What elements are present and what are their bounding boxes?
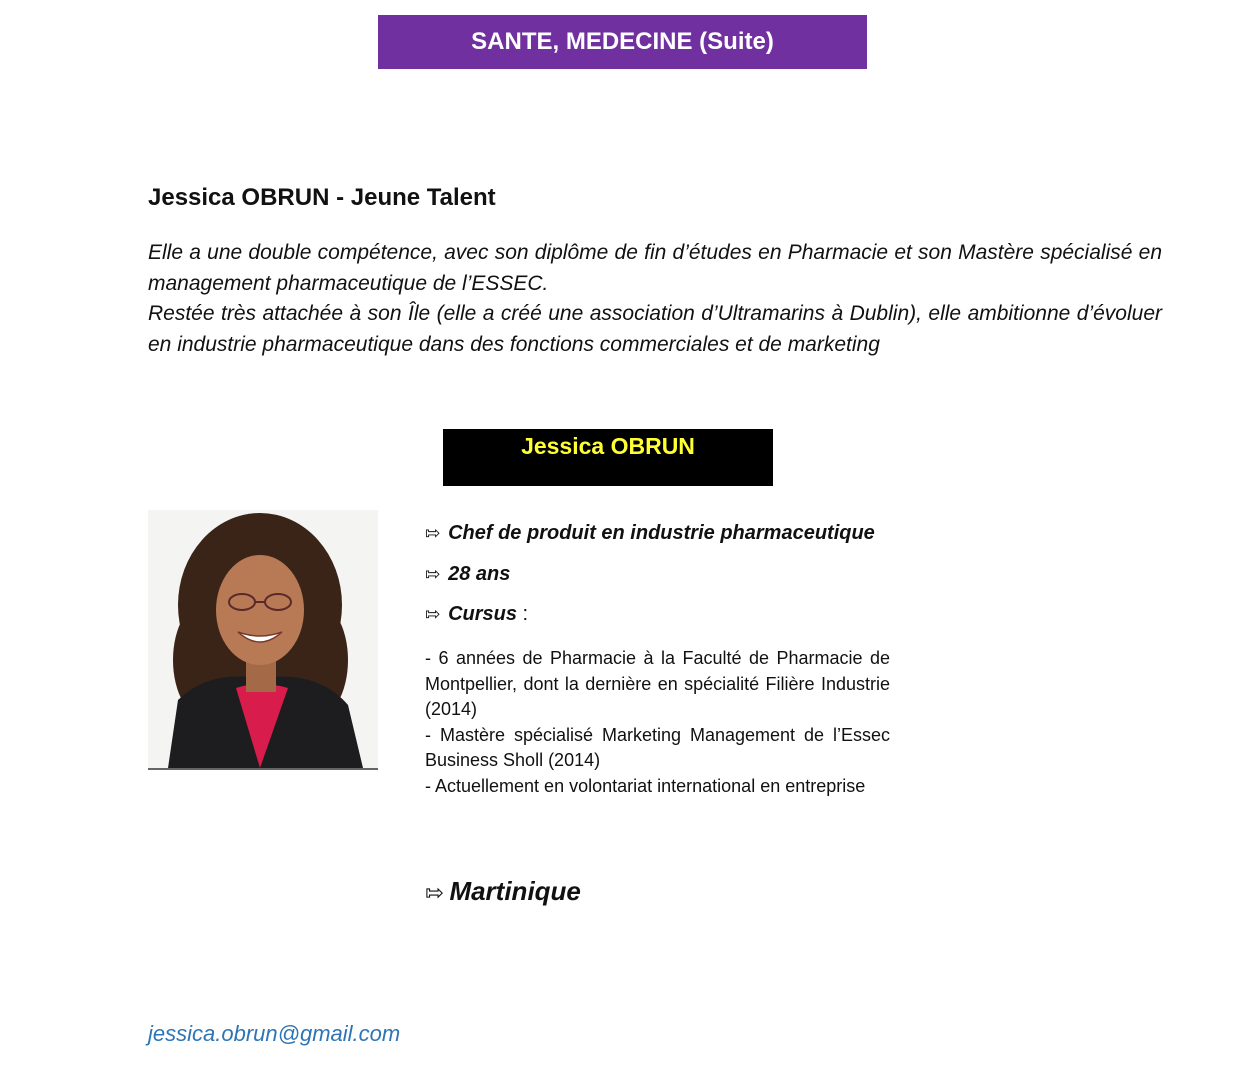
- cursus-colon: :: [517, 603, 529, 625]
- profile-heading: Jessica OBRUN - Jeune Talent: [148, 184, 496, 211]
- profile-intro: [148, 238, 1162, 360]
- region-text: Martinique: [449, 876, 581, 906]
- arrow-icon: ⇰: [425, 564, 441, 585]
- intro-paragraph-2: Restée très attachée à son Île (elle a créé une association d’Ultramarins à Dublin), elle ambitionne d’évoluer en industrie pharmaceutique dans des fonctions commerciales et de marketing: [148, 302, 1162, 356]
- position-text: Chef de produit en industrie pharmaceutique: [448, 522, 875, 544]
- cursus-entry: - Mastère spécialisé Marketing Management de l’Essec Business Sholl (2014): [425, 724, 890, 770]
- section-banner: [378, 15, 867, 69]
- section-title: SANTE, MEDECINE (Suite): [471, 28, 774, 55]
- profile-name: Jessica OBRUN: [521, 433, 695, 459]
- arrow-icon: ⇰: [425, 604, 441, 625]
- region-item: [425, 876, 581, 907]
- email-link[interactable]: jessica.obrun@gmail.com: [148, 1021, 401, 1046]
- age-text: 28 ans: [448, 563, 511, 585]
- cursus-entry: - Actuellement en volontariat international en entreprise: [425, 775, 866, 796]
- name-box: [443, 429, 773, 486]
- intro-paragraph-1: Elle a une double compétence, avec son diplôme de fin d’études en Pharmacie et son Mastère spécialisé en management pharmaceutique de l’ESSEC.: [148, 241, 1162, 295]
- cursus-label: Cursus: [448, 603, 517, 625]
- cursus-list: [425, 646, 890, 799]
- cursus-entry: - 6 années de Pharmacie à la Faculté de Pharmacie de Montpellier, dont la dernière en spécialité Filière Industrie (2014): [425, 648, 890, 719]
- arrow-icon: ⇰: [425, 881, 444, 906]
- position-item: [425, 522, 875, 545]
- arrow-icon: ⇰: [425, 523, 441, 544]
- portrait-icon: [148, 510, 378, 768]
- portrait-photo: [148, 510, 378, 770]
- cursus-item: [425, 603, 528, 626]
- age-item: [425, 563, 510, 586]
